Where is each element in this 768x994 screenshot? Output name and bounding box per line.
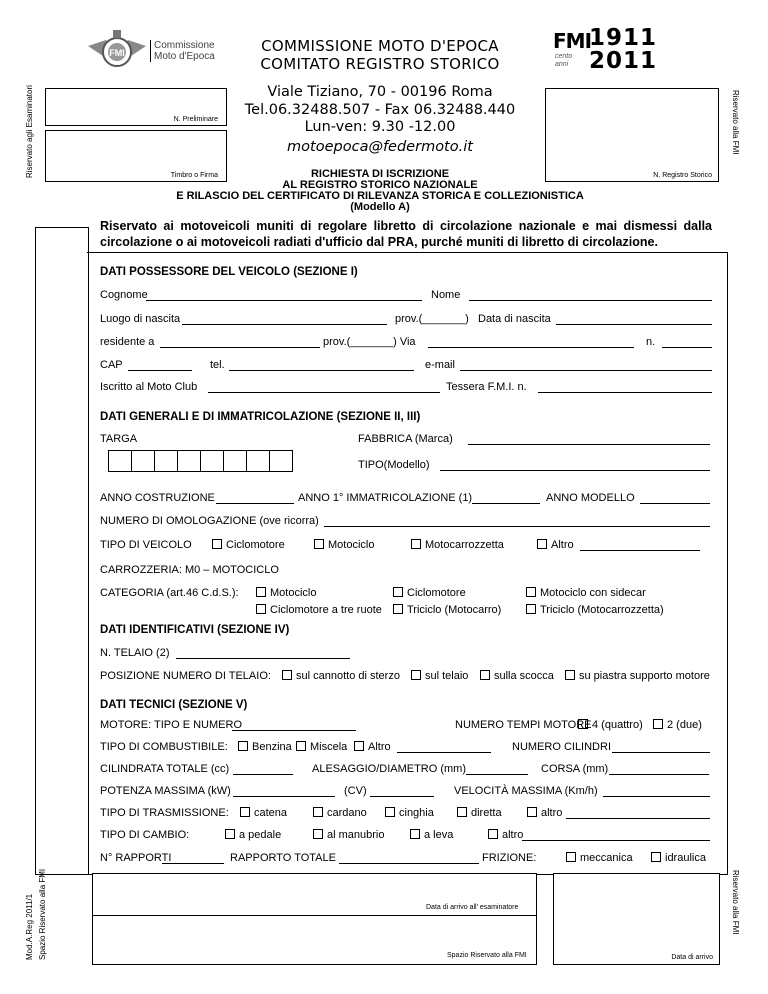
prov-label[interactable]: prov.(_______) bbox=[395, 313, 469, 325]
section-1-title: DATI POSSESSORE DEL VEICOLO (SEZIONE I) bbox=[100, 266, 358, 278]
opt-cinghia[interactable] bbox=[385, 807, 434, 819]
checkbox[interactable] bbox=[256, 604, 266, 614]
velocita-label: VELOCITÀ MASSIMA (Km/h) bbox=[454, 785, 598, 797]
opt-catena-label: catena bbox=[254, 807, 288, 819]
section-2-title: DATI GENERALI E DI IMMATRICOLAZIONE (SEZIONE II, III) bbox=[100, 411, 421, 423]
mod-code: Mod.A.Reg 2011/1 bbox=[25, 893, 34, 960]
opt-scocca-label: sulla scocca bbox=[494, 670, 554, 682]
nome-field[interactable] bbox=[469, 300, 712, 301]
registro-box[interactable] bbox=[545, 88, 719, 182]
cap-field[interactable] bbox=[128, 370, 192, 371]
cat-ciclomotore-label: Ciclomotore bbox=[407, 587, 466, 599]
logo-caption bbox=[150, 40, 215, 62]
opt-motocarrozzetta-label: Motocarrozzetta bbox=[425, 539, 504, 551]
cat-tre-ruote-label: Ciclomotore a tre ruote bbox=[270, 604, 382, 616]
checkbox[interactable] bbox=[651, 852, 661, 862]
opt-cannotto-label: sul cannotto di sterzo bbox=[296, 670, 400, 682]
fmi-cme-logo bbox=[86, 28, 148, 74]
email-address: motoepoca@federmoto.it bbox=[287, 139, 473, 155]
checkbox[interactable] bbox=[225, 829, 235, 839]
opt-meccanica[interactable] bbox=[566, 852, 633, 864]
cat-motociclo[interactable] bbox=[256, 587, 316, 599]
cilindrata-field[interactable] bbox=[233, 774, 293, 775]
checkbox[interactable] bbox=[566, 852, 576, 862]
cilindri-field[interactable] bbox=[612, 752, 710, 753]
omologazione-label: NUMERO DI OMOLOGAZIONE (ove ricorra) bbox=[100, 515, 319, 527]
cat-triciclo[interactable] bbox=[393, 604, 501, 616]
checkbox[interactable] bbox=[457, 807, 467, 817]
checkbox[interactable] bbox=[313, 829, 323, 839]
cat-triciclo-label: Triciclo (Motocarro) bbox=[407, 604, 502, 616]
checkbox[interactable] bbox=[393, 604, 403, 614]
rapporto-tot-label: RAPPORTO TOTALE bbox=[230, 852, 336, 864]
registro-label: N. Registro Storico bbox=[653, 172, 712, 179]
opt-pedale-label: a pedale bbox=[239, 829, 282, 841]
tessera-label: Tessera F.M.I. n. bbox=[446, 381, 527, 393]
cat-triciclo-c-label: Triciclo (Motocarrozzetta) bbox=[540, 604, 664, 616]
request-line-3: E RILASCIO DEL CERTIFICATO DI RILEVANZA STORICA E COLLEZIONISTICA bbox=[176, 190, 584, 202]
checkbox[interactable] bbox=[282, 670, 292, 680]
footer-divider bbox=[93, 915, 536, 916]
opt-leva[interactable] bbox=[410, 829, 453, 841]
via-field[interactable] bbox=[428, 347, 634, 348]
header-title-2: COMITATO REGISTRO STORICO bbox=[260, 55, 500, 73]
targa-label: TARGA bbox=[100, 433, 138, 445]
opt-catena[interactable] bbox=[240, 807, 287, 819]
checkbox[interactable] bbox=[480, 670, 490, 680]
checkbox[interactable] bbox=[578, 719, 588, 729]
altro-trasm-field[interactable] bbox=[566, 818, 710, 819]
cv-label: (CV) bbox=[344, 785, 367, 797]
tipo-veicolo-label: TIPO DI VEICOLO bbox=[100, 539, 192, 551]
anno-costruzione-label: ANNO COSTRUZIONE bbox=[100, 492, 215, 504]
tempi-2-label: 2 (due) bbox=[667, 719, 702, 731]
opt-ciclomotore[interactable] bbox=[212, 539, 285, 551]
spazio-fmi-box[interactable] bbox=[92, 873, 537, 965]
tempi-label: NUMERO TEMPI MOTORE bbox=[455, 719, 592, 731]
opt-diretta[interactable] bbox=[457, 807, 502, 819]
rapporti-label: N° RAPPORTI bbox=[100, 852, 172, 864]
fabbrica-label: FABBRICA (Marca) bbox=[358, 433, 453, 445]
potenza-kw-field[interactable] bbox=[233, 796, 335, 797]
checkbox[interactable] bbox=[313, 807, 323, 817]
opt-sul-telaio-label: sul telaio bbox=[425, 670, 469, 682]
opt-cannotto[interactable] bbox=[282, 670, 400, 682]
fmi-label: FMI bbox=[553, 29, 592, 53]
velocita-field[interactable] bbox=[603, 796, 710, 797]
checkbox[interactable] bbox=[411, 670, 421, 680]
targa-cell[interactable] bbox=[246, 450, 269, 472]
footer-side-right: Riservato alla FMI bbox=[731, 870, 740, 935]
corsa-label: CORSA (mm) bbox=[541, 763, 609, 775]
altro-veicolo-field[interactable] bbox=[580, 550, 700, 551]
luogo-label: Luogo di nascita bbox=[100, 313, 181, 325]
potenza-cv-field[interactable] bbox=[370, 796, 434, 797]
checkbox[interactable] bbox=[411, 539, 421, 549]
email-label: e-mail bbox=[425, 359, 455, 371]
request-line-1: RICHIESTA DI ISCRIZIONE bbox=[310, 168, 450, 180]
opt-sul-telaio[interactable] bbox=[411, 670, 468, 682]
cognome-field[interactable] bbox=[146, 300, 422, 301]
opt-idraulica[interactable] bbox=[651, 852, 706, 864]
luogo-field[interactable] bbox=[182, 324, 387, 325]
opt-manubrio-label: al manubrio bbox=[327, 829, 385, 841]
targa-cell[interactable] bbox=[108, 450, 131, 472]
opt-cinghia-label: cinghia bbox=[399, 807, 434, 819]
anno-modello-label: ANNO MODELLO bbox=[546, 492, 635, 504]
rapporti-field[interactable] bbox=[162, 863, 224, 864]
opt-motocarrozzetta[interactable] bbox=[411, 539, 504, 551]
checkbox[interactable] bbox=[314, 539, 324, 549]
opt-benzina[interactable] bbox=[238, 741, 292, 753]
targa-cell[interactable] bbox=[154, 450, 177, 472]
nome-label: Nome bbox=[431, 289, 461, 301]
email-field[interactable] bbox=[460, 370, 712, 371]
corsa-field[interactable] bbox=[609, 774, 709, 775]
centenary-logo bbox=[553, 27, 663, 75]
checkbox[interactable] bbox=[256, 587, 266, 597]
checkbox[interactable] bbox=[212, 539, 222, 549]
altro-comb-field[interactable] bbox=[397, 752, 491, 753]
cap-label: CAP bbox=[100, 359, 123, 371]
timbro-box[interactable] bbox=[45, 130, 227, 182]
checkbox[interactable] bbox=[526, 587, 536, 597]
opt-piastra[interactable] bbox=[565, 670, 710, 682]
checkbox[interactable] bbox=[385, 807, 395, 817]
request-line-2: AL REGISTRO STORICO NAZIONALE bbox=[282, 179, 478, 191]
checkbox[interactable] bbox=[238, 741, 248, 751]
logo-text-2: Moto d'Epoca bbox=[154, 51, 215, 62]
rapporto-tot-field[interactable] bbox=[339, 863, 479, 864]
cento-anni: cento anni bbox=[555, 53, 573, 68]
opt-benzina-label: Benzina bbox=[252, 741, 292, 753]
prov-via-label: prov.(_______) Via bbox=[323, 336, 416, 348]
opt-cardano-label: cardano bbox=[327, 807, 367, 819]
tel-label: tel. bbox=[210, 359, 225, 371]
data-nascita-field[interactable] bbox=[556, 324, 712, 325]
combustibile-label: TIPO DI COMBUSTIBILE: bbox=[100, 741, 228, 753]
targa-cell[interactable] bbox=[269, 450, 293, 472]
opt-altro-trasm[interactable] bbox=[527, 807, 562, 819]
opt-cardano[interactable] bbox=[313, 807, 367, 819]
alesaggio-label: ALESAGGIO/DIAMETRO (mm) bbox=[312, 763, 467, 775]
alesaggio-field[interactable] bbox=[466, 774, 528, 775]
trasmissione-label: TIPO DI TRASMISSIONE: bbox=[100, 807, 229, 819]
section-5-title: DATI TECNICI (SEZIONE V) bbox=[100, 699, 248, 711]
cambio-label: TIPO DI CAMBIO: bbox=[100, 829, 190, 841]
checkbox[interactable] bbox=[354, 741, 364, 751]
address-line-1: Viale Tiziano, 70 - 00196 Roma bbox=[267, 84, 493, 100]
data-arrivo-label: Data di arrivo bbox=[671, 954, 713, 961]
numero-civico-label: n. bbox=[646, 336, 656, 348]
tempi-4[interactable] bbox=[578, 719, 643, 731]
frizione-label: FRIZIONE: bbox=[482, 852, 537, 864]
opt-miscela-label: Miscela bbox=[310, 741, 348, 753]
cat-motociclo-label: Motociclo bbox=[270, 587, 317, 599]
opt-diretta-label: diretta bbox=[471, 807, 502, 819]
left-margin-frame bbox=[35, 227, 89, 875]
tipo-modello-field[interactable] bbox=[440, 470, 710, 471]
address-line-3: Lun-ven: 9.30 -12.00 bbox=[304, 119, 456, 135]
opt-altro[interactable] bbox=[537, 539, 574, 551]
cat-sidecar[interactable] bbox=[526, 587, 646, 599]
checkbox[interactable] bbox=[296, 741, 306, 751]
opt-manubrio[interactable] bbox=[313, 829, 384, 841]
anno-costruzione-field[interactable] bbox=[216, 503, 294, 504]
altro-cambio-field[interactable] bbox=[522, 840, 710, 841]
cat-sidecar-label: Motociclo con sidecar bbox=[540, 587, 646, 599]
opt-miscela[interactable] bbox=[296, 741, 347, 753]
categoria-label: CATEGORIA (art.46 C.d.S.): bbox=[100, 587, 239, 599]
carrozzeria-label: CARROZZERIA: M0 – MOTOCICLO bbox=[100, 564, 279, 576]
targa-cell[interactable] bbox=[177, 450, 200, 472]
checkbox[interactable] bbox=[565, 670, 575, 680]
tipo-modello-label: TIPO(Modello) bbox=[358, 459, 430, 471]
cat-tre-ruote[interactable] bbox=[256, 604, 382, 616]
motore-label: MOTORE: TIPO E NUMERO bbox=[100, 719, 242, 731]
header-title-1: COMMISSIONE MOTO D'EPOCA bbox=[261, 37, 499, 55]
numero-civico-field[interactable] bbox=[662, 347, 712, 348]
telaio-label: N. TELAIO (2) bbox=[100, 647, 170, 659]
tessera-field[interactable] bbox=[538, 392, 712, 393]
year-1911: 1911 bbox=[589, 25, 658, 51]
opt-piastra-label: su piastra supporto motore bbox=[579, 670, 710, 682]
checkbox[interactable] bbox=[410, 829, 420, 839]
checkbox[interactable] bbox=[527, 807, 537, 817]
anno-immatr-field[interactable] bbox=[472, 503, 540, 504]
moto-club-field[interactable] bbox=[208, 392, 440, 393]
tempi-2[interactable] bbox=[653, 719, 702, 731]
opt-ciclomotore-label: Ciclomotore bbox=[226, 539, 285, 551]
side-label-left: Riservato agli Esaminatori bbox=[25, 85, 34, 178]
side-label-right: Riservato alla FMI bbox=[731, 90, 740, 155]
opt-altro-cambio[interactable] bbox=[488, 829, 523, 841]
posizione-label: POSIZIONE NUMERO DI TELAIO: bbox=[100, 670, 271, 682]
omologazione-field[interactable] bbox=[324, 526, 710, 527]
targa-cell[interactable] bbox=[200, 450, 223, 472]
tel-field[interactable] bbox=[229, 370, 414, 371]
opt-scocca[interactable] bbox=[480, 670, 554, 682]
targa-cell[interactable] bbox=[131, 450, 154, 472]
opt-altro-comb-label: Altro bbox=[368, 741, 391, 753]
cilindri-label: NUMERO CILINDRI bbox=[512, 741, 612, 753]
tempi-4-label: 4 (quattro) bbox=[592, 719, 643, 731]
checkbox[interactable] bbox=[393, 587, 403, 597]
moto-club-label: Iscritto al Moto Club bbox=[100, 381, 198, 393]
cat-triciclo-c[interactable] bbox=[526, 604, 664, 616]
anno-modello-field[interactable] bbox=[640, 503, 710, 504]
cognome-label: Cognome bbox=[100, 289, 148, 301]
data-arrivo-box[interactable] bbox=[553, 873, 720, 965]
motore-field[interactable] bbox=[232, 730, 356, 731]
spazio-fmi-label: Spazio Riservato alla FMI bbox=[447, 952, 527, 959]
opt-altro-trasm-label: altro bbox=[541, 807, 563, 819]
opt-motociclo-label: Motociclo bbox=[328, 539, 375, 551]
preliminare-box[interactable] bbox=[45, 88, 227, 126]
checkbox[interactable] bbox=[240, 807, 250, 817]
checkbox[interactable] bbox=[653, 719, 663, 729]
opt-leva-label: a leva bbox=[424, 829, 454, 841]
logo-text-1: Commissione bbox=[154, 40, 215, 51]
opt-motociclo[interactable] bbox=[314, 539, 374, 551]
fabbrica-field[interactable] bbox=[468, 444, 710, 445]
checkbox[interactable] bbox=[488, 829, 498, 839]
address-line-2: Tel.06.32488.507 - Fax 06.32488.440 bbox=[244, 102, 516, 118]
footer-side-left: Spazio Riservato alla FMI bbox=[38, 868, 47, 960]
opt-meccanica-label: meccanica bbox=[580, 852, 633, 864]
opt-pedale[interactable] bbox=[225, 829, 281, 841]
cilindrata-label: CILINDRATA TOTALE (cc) bbox=[100, 763, 230, 775]
opt-idraulica-label: idraulica bbox=[665, 852, 706, 864]
data-nascita-label: Data di nascita bbox=[478, 313, 551, 325]
opt-altro-comb[interactable] bbox=[354, 741, 391, 753]
cat-ciclomotore[interactable] bbox=[393, 587, 466, 599]
telaio-field[interactable] bbox=[176, 658, 350, 659]
preliminare-label: N. Preliminare bbox=[173, 116, 218, 123]
anno-immatr-label: ANNO 1° IMMATRICOLAZIONE (1) bbox=[298, 492, 473, 504]
residente-field[interactable] bbox=[160, 347, 320, 348]
section-4-title: DATI IDENTIFICATIVI (SEZIONE IV) bbox=[100, 624, 290, 636]
residente-label: residente a bbox=[100, 336, 155, 348]
svg-text:FMI: FMI bbox=[109, 48, 125, 58]
year-2011: 2011 bbox=[589, 48, 658, 74]
arrivo-esaminatore-label: Data di arrivo all' esaminatore bbox=[426, 904, 519, 911]
opt-altro-cambio-label: altro bbox=[502, 829, 524, 841]
intro-text: Riservato ai motoveicoli muniti di regolare libretto di circolazione nazionale e mai dismessi dalla circolazione o ai motoveicoli radiati d'ufficio dal PRA, purché muniti di libretto di circolazione. bbox=[100, 219, 712, 249]
checkbox[interactable] bbox=[526, 604, 536, 614]
timbro-label: Timbro o Firma bbox=[170, 172, 218, 179]
targa-cell[interactable] bbox=[223, 450, 246, 472]
opt-altro-label: Altro bbox=[551, 539, 574, 551]
potenza-label: POTENZA MASSIMA (kW) bbox=[100, 785, 231, 797]
checkbox[interactable] bbox=[537, 539, 547, 549]
request-line-4: (Modello A) bbox=[350, 201, 410, 213]
